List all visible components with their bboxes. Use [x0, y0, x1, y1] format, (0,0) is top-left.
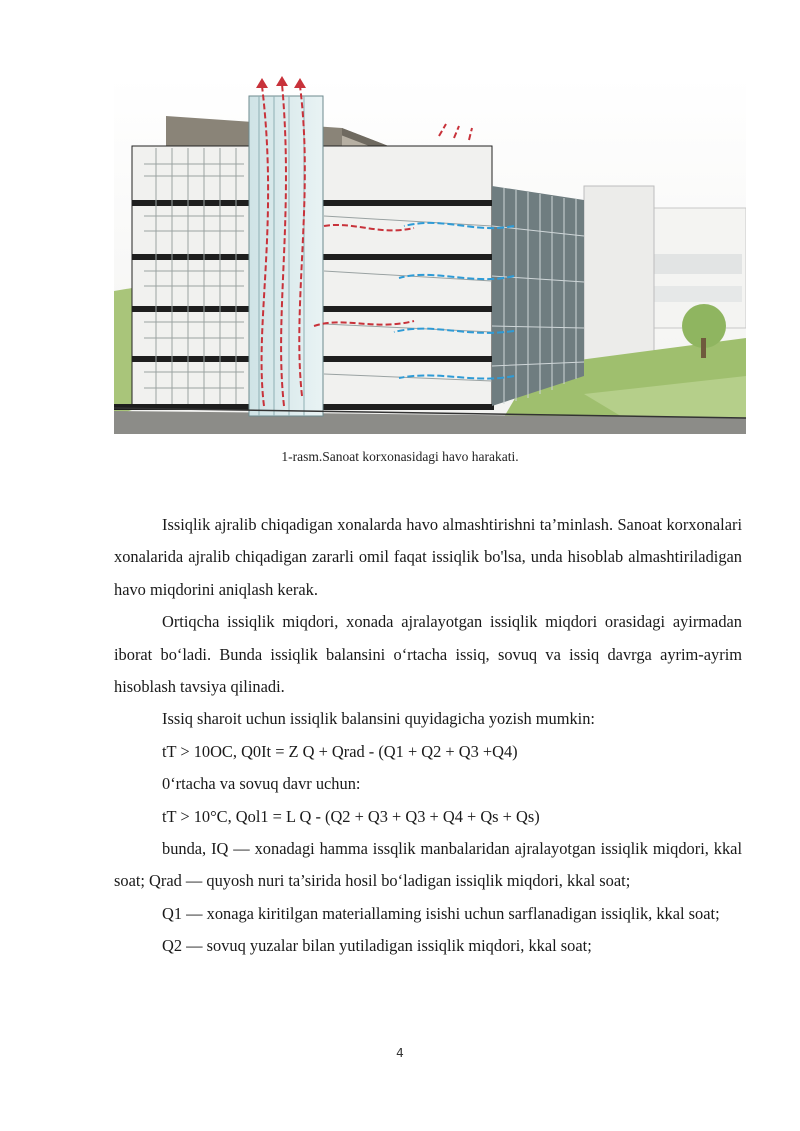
building-airflow-illustration: [114, 76, 746, 434]
paragraph: Issiqlik ajralib chiqadigan xonalarda havo almashtirishni ta’minlash. Sanoat korxonalari xonalarida ajralib chiqadigan zararli omil faqat issiqlik bo'lsa, unda hisoblab almashtiriladigan havo miqdorini aniqlash kerak.: [114, 515, 742, 599]
paragraph: Issiq sharoit uchun issiqlik balansini quyidagicha yozish mumkin:: [162, 709, 595, 729]
figure-caption: 1-rasm.Sanoat korxonasidagi havo harakati.: [281, 449, 519, 464]
formula: tT > 10OC, Q0It = Z Q + Qrad - (Q1 + Q2 + Q3 +Q4): [162, 741, 518, 761]
paragraph: Q1 — xonaga kiritilgan materiallaming isishi uchun sarflanadigan issiqlik, kkal soat;: [162, 903, 720, 923]
paragraph: Q2 — sovuq yuzalar bilan yutiladigan issiqlik miqdori, kkal soat;: [162, 936, 592, 956]
page-number: 4: [396, 1046, 404, 1060]
paragraph: bunda, IQ — xonadagi hamma issqlik manbalaridan ajralayotgan issiqlik miqdori, kkal soat; Qrad — quyosh nuri ta’sirida hosil bo‘ladigan issiqlik miqdori, kkal soat;: [114, 839, 742, 891]
paragraph: Ortiqcha issiqlik miqdori, xonada ajralayotgan issiqlik miqdori orasidagi ayirmadan iborat bo‘ladi. Bunda issiqlik balansini o‘rtacha issiq, sovuq va issiq davrga ayrim-ayrim hisoblash tavsiya qilinadi.: [114, 612, 742, 697]
formula: tT > 10°C, Qol1 = L Q - (Q2 + Q3 + Q3 + Q4 + Qs + Qs): [162, 806, 540, 826]
glass-facade: [492, 186, 584, 406]
body-text: [114, 509, 742, 963]
paragraph: 0‘rtacha va sovuq davr uchun:: [162, 774, 361, 794]
